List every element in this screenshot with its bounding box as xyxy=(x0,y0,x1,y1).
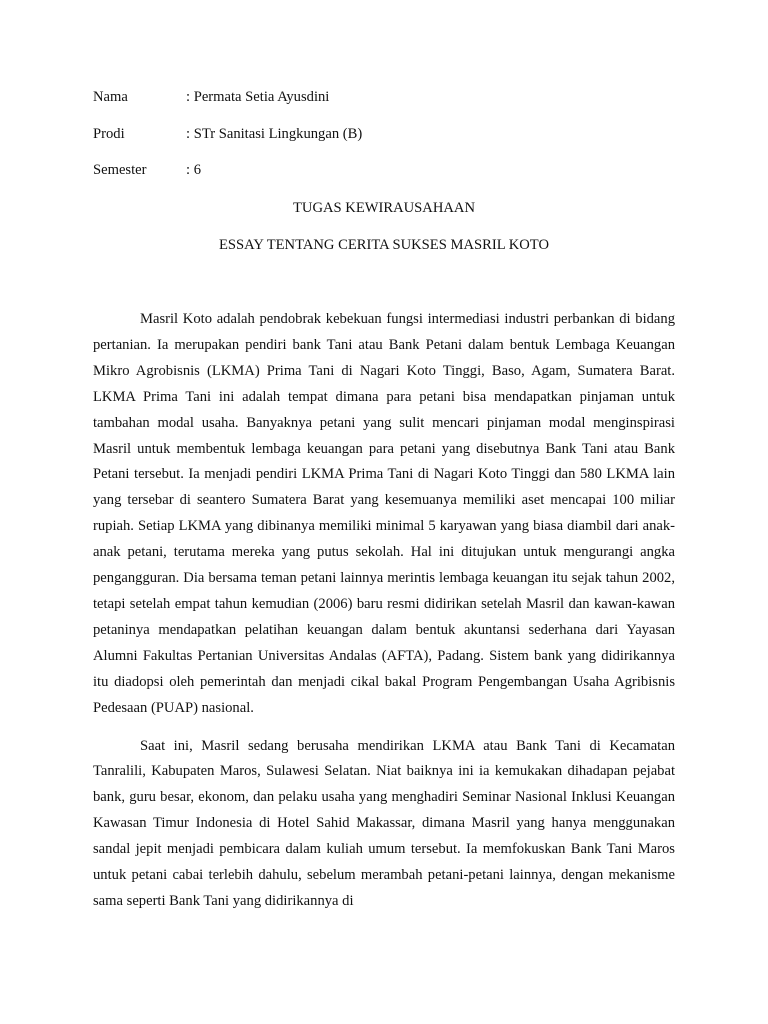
info-label-semester: Semester xyxy=(93,162,147,178)
document-title: TUGAS KEWIRAUSAHAAN xyxy=(292,200,475,216)
info-value-semester: : 6 xyxy=(186,162,201,178)
document-subtitle: ESSAY TENTANG CERITA SUKSES MASRIL KOTO xyxy=(219,237,549,253)
essay-paragraph-2: Saat ini, Masril sedang berusaha mendirikan LKMA atau Bank Tani di Kecamatan Tanralili, Kabupaten Maros, Sulawesi Selatan. Niat baiknya ini ia kemukakan dihadapan pejabat bank, guru besar, ekonom, dan pelaku usaha yang menghadiri Seminar Nasional Inklusi Keuangan Kawasan Timur Indonesia di Hotel Sahid Makassar, dimana Masril yang hanya menggunakan sandal jepit menjadi pembicara dalam kuliah umum tersebut. Ia memfokuskan Bank Tani Maros untuk petani cabai terlebih dahulu, sebelum merambah petani-petani lainnya, dengan mekanisme sama seperti Bank Tani yang didirikannya di xyxy=(93,737,675,909)
info-value-nama: : Permata Setia Ayusdini xyxy=(186,89,330,105)
info-value-prodi: : STr Sanitasi Lingkungan (B) xyxy=(186,126,363,142)
essay-body xyxy=(93,307,675,915)
essay-paragraph-1: Masril Koto adalah pendobrak kebekuan fungsi intermediasi industri perbankan di bidang pertanian. Ia merupakan pendiri bank Tani atau Bank Petani dalam bentuk Lembaga Keuangan Mikro Agrobisnis (LKMA) Prima Tani di Nagari Koto Tinggi, Baso, Agam, Sumatera Barat. LKMA Prima Tani ini adalah tempat dimana para petani bisa mendapatkan pinjaman untuk tambahan modal usaha. Banyaknya petani yang sulit mencari pinjaman modal menginspirasi Masril untuk membentuk lembaga keuangan para petani yang disebutnya Bank Tani atau Bank Petani tersebut. Ia menjadi pendiri LKMA Prima Tani di Nagari Koto Tinggi dan 580 LKMA lain yang tersebar di seantero Sumatera Barat yang kesemuanya memiliki aset mencapai 100 miliar rupiah. Setiap LKMA yang dibinanya memiliki minimal 5 karyawan yang biasa diambil dari anak-anak petani, terutama mereka yang putus sekolah. Hal ini ditujukan untuk mengurangi angka pengangguran. Dia bersama teman petani lainnya merintis lembaga keuangan itu sejak tahun 2002, tetapi setelah empat tahun kemudian (2006) baru resmi didirikan setelah Masril dan kawan-kawan petaninya mendapatkan pelatihan keuangan dalam bentuk akuntansi sederhana dari Yayasan Alumni Fakultas Pertanian Universitas Andalas (AFTA), Padang. Sistem bank yang didirikannya itu diadopsi oleh pemerintah dan menjadi cikal bakal Program Pengembangan Usaha Agribisnis Pedesaan (PUAP) nasional. xyxy=(93,311,675,716)
info-label-prodi: Prodi xyxy=(93,126,125,142)
info-label-nama: Nama xyxy=(93,89,128,105)
